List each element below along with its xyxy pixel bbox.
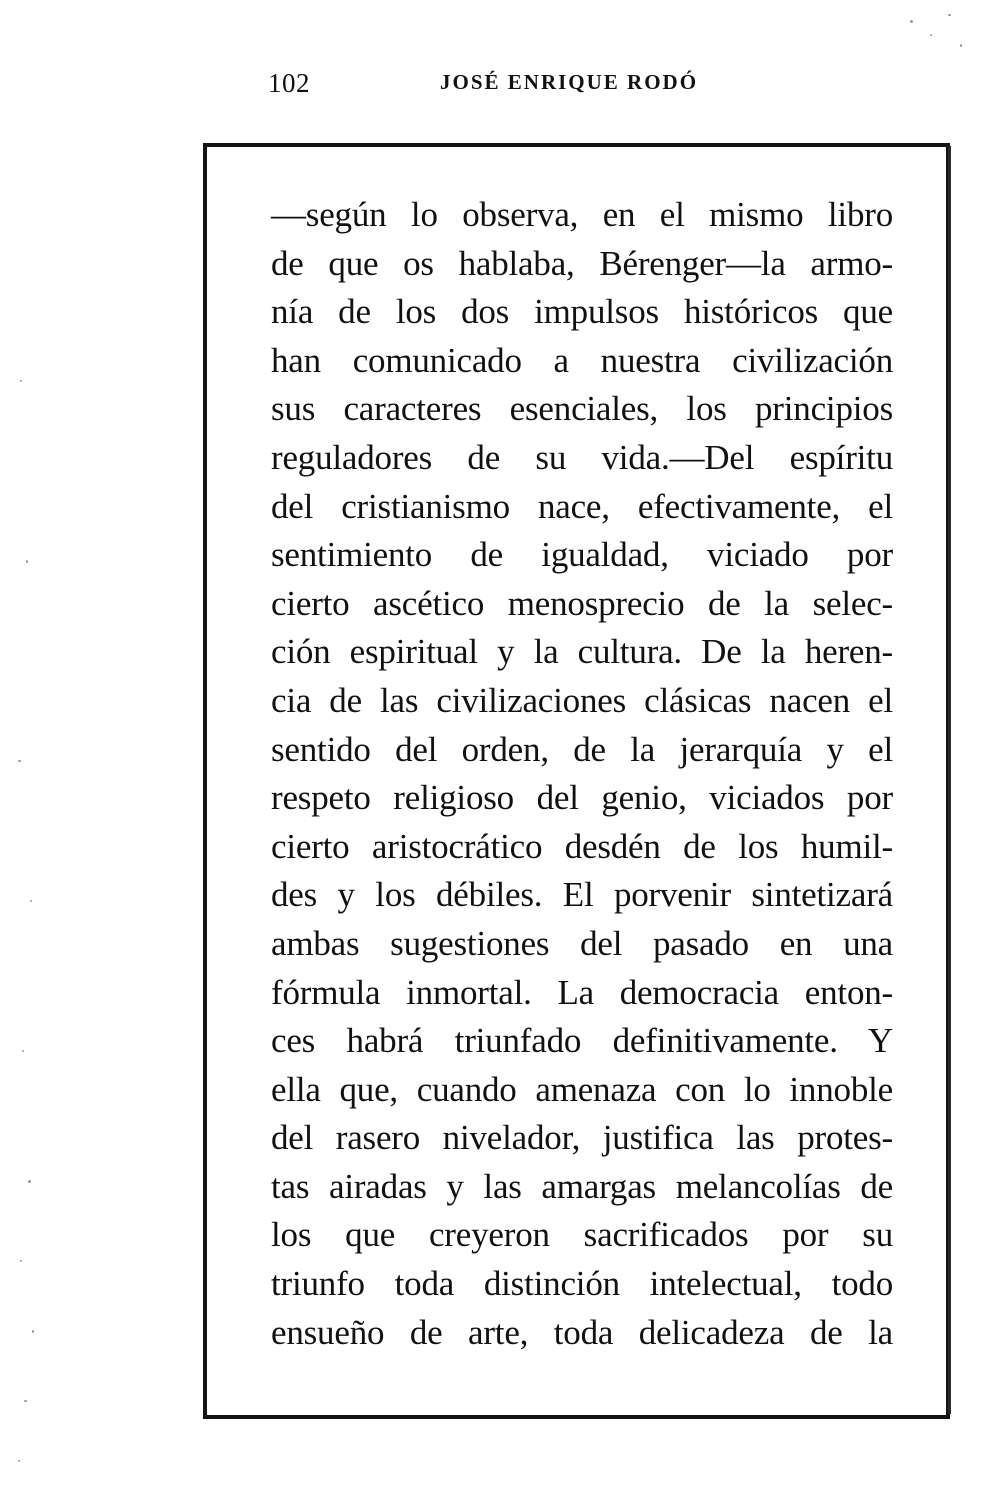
text-line: cia de las civilizaciones clásicas nacen el [271,680,893,720]
text-line: tas airadas y las amargas melancolías de [271,1166,893,1206]
text-line: triunfo toda distinción intelectual, todo [271,1264,893,1304]
text-line: ción espiritual y la cultura. De la heren- [271,632,893,672]
text-line: ensueño de arte, toda delicadeza de la [271,1312,893,1352]
text-line: sentido del orden, de la jerarquía y el [271,729,893,769]
scan-corner-noise [890,0,980,70]
text-line: ambas sugestiones del pasado en una [271,923,893,963]
body-text-block [271,191,893,1357]
page-number: 102 [268,68,310,98]
text-line: ella que, cuando amenaza con lo innoble [271,1069,893,1109]
text-line: cierto ascético menosprecio de la selec- [271,583,893,623]
text-line: sentimiento de igualdad, viciado por [271,535,893,575]
running-head: JOSÉ ENRIQUE RODÓ [440,70,699,94]
text-line: des y los débiles. El porvenir sintetizará [271,875,893,915]
text-line: sus caracteres esenciales, los principios [271,389,893,429]
text-line: reguladores de su vida.—Del espíritu [271,437,893,477]
page-header [268,68,828,108]
scan-margin-noise [14,0,44,1497]
text-line: del rasero nivelador, justifica las protes- [271,1118,893,1158]
text-line: han comunicado a nuestra civilización [271,340,893,380]
text-line: de que os hablaba, Bérenger—la armo- [271,243,893,283]
text-line: los que creyeron sacrificados por su [271,1215,893,1255]
text-line: ces habrá triunfado definitivamente. Y [271,1021,893,1061]
text-line: nía de los dos impulsos históricos que [271,292,893,332]
text-line: del cristianismo nace, efectivamente, el [271,486,893,526]
text-line: fórmula inmortal. La democracia enton- [271,972,893,1012]
text-line: respeto religioso del genio, viciados por [271,778,893,818]
text-line: cierto aristocrático desdén de los humil- [271,826,893,866]
text-line: —según lo observa, en el mismo libro [271,195,893,234]
